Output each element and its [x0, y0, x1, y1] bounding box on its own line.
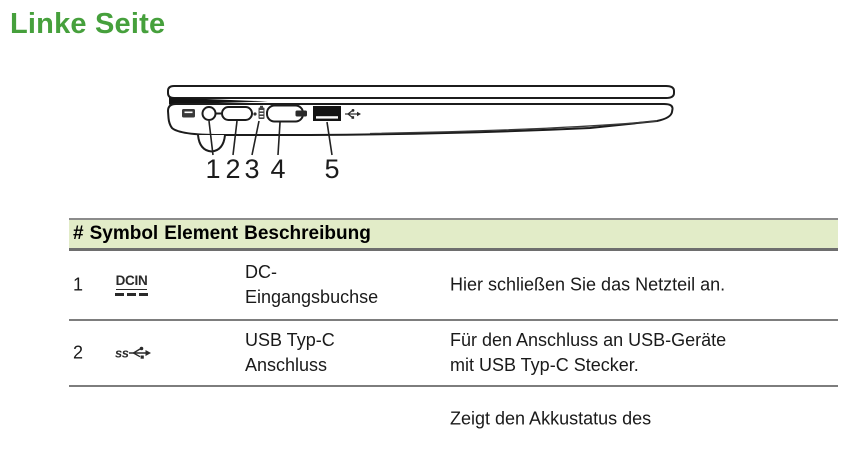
ports-spec-table: [69, 218, 838, 451]
header-element: Element: [164, 223, 239, 244]
element-name: DC- Eingangsbuchse: [245, 262, 379, 307]
usb-trident-icon: [128, 346, 152, 361]
page-title: Linke Seite: [10, 8, 166, 40]
port-number-1: 1: [205, 154, 221, 184]
element-name: USB Typ-C Anschluss: [245, 330, 335, 375]
header-symbol: Symbol: [89, 223, 159, 244]
element-description: Zeigt den Akkustatus des: [450, 408, 652, 429]
usb-superspeed-icon-text: ss: [115, 345, 129, 361]
hdmi-label: [296, 111, 308, 117]
port-number-2: 2: [225, 154, 241, 184]
port-number-3: 3: [244, 154, 260, 184]
table-row: [69, 251, 838, 321]
port-number-5: 5: [324, 154, 340, 184]
usb-superspeed-icon: [115, 341, 152, 366]
usb-c-port: [222, 107, 252, 120]
dc-jack-port: [203, 107, 216, 120]
dc-in-icon-text: DCIN: [115, 273, 148, 288]
dc-marking-icon: [182, 109, 195, 118]
port-number-4: 4: [270, 154, 286, 184]
row-number: 1: [73, 274, 84, 295]
dc-in-icon-dashes: [115, 293, 148, 296]
laptop-line-art: [160, 78, 690, 190]
table-row: [69, 321, 838, 387]
element-description: Hier schließen Sie das Netzteil an.: [450, 274, 726, 295]
laptop-lid: [168, 86, 674, 98]
table-header-row: [69, 218, 838, 251]
status-led: [253, 112, 256, 115]
header-number: #: [73, 223, 84, 244]
row-number: 2: [73, 342, 84, 363]
dc-in-icon: [115, 274, 148, 296]
element-description: Für den Anschluss an USB-Geräte mit USB Typ-C Stecker.: [450, 330, 727, 375]
table-row: [69, 387, 838, 451]
laptop-left-side-diagram: [160, 78, 690, 190]
header-description: Beschreibung: [244, 223, 371, 244]
usb-a-port: [313, 106, 341, 121]
